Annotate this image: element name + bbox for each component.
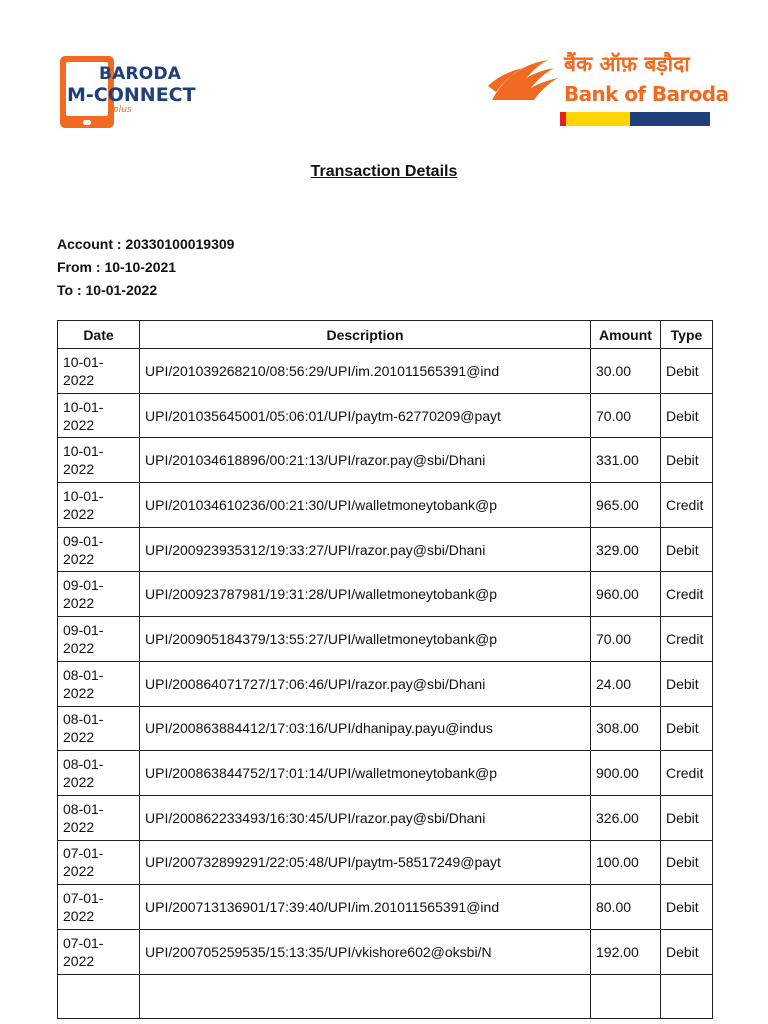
cell-type: Debit — [661, 706, 713, 751]
transaction-rows — [58, 349, 713, 1019]
bank-name-english: Bank of Baroda — [564, 82, 729, 106]
cell-amount: 100.00 — [591, 840, 661, 885]
cell-description: UPI/201035645001/05:06:01/UPI/paytm-62770209@payt — [140, 393, 591, 438]
table-row — [58, 661, 713, 706]
cell-date: 10-01-2022 — [58, 349, 140, 394]
cell-date: 07-01-2022 — [58, 885, 140, 930]
cell-amount: 192.00 — [591, 929, 661, 974]
table-row — [58, 974, 713, 1019]
cell-description — [140, 974, 591, 1019]
mconnect-logo-line3: plus — [113, 105, 132, 115]
cell-type: Debit — [661, 929, 713, 974]
cell-amount: 308.00 — [591, 706, 661, 751]
cell-type: Debit — [661, 885, 713, 930]
cell-date — [58, 974, 140, 1019]
cell-description: UPI/200905184379/13:55:27/UPI/walletmoneytobank@p — [140, 617, 591, 662]
page-title: Transaction Details — [310, 163, 458, 180]
table-row — [58, 527, 713, 572]
cell-date: 08-01-2022 — [58, 751, 140, 796]
table-row — [58, 438, 713, 483]
cell-date: 10-01-2022 — [58, 483, 140, 528]
cell-type: Credit — [661, 751, 713, 796]
mconnect-logo — [60, 56, 196, 128]
cell-description: UPI/200923787981/19:31:28/UPI/walletmoneytobank@p — [140, 572, 591, 617]
partner-logos-strip — [560, 112, 710, 126]
table-row — [58, 483, 713, 528]
cell-amount — [591, 974, 661, 1019]
cell-amount: 24.00 — [591, 661, 661, 706]
cell-date: 10-01-2022 — [58, 438, 140, 483]
cell-type: Debit — [661, 393, 713, 438]
transaction-table — [57, 320, 713, 1019]
table-row — [58, 840, 713, 885]
mconnect-logo-line1: BARODA — [99, 64, 182, 84]
bank-of-baroda-logo-icon — [488, 56, 560, 104]
cell-amount: 965.00 — [591, 483, 661, 528]
cell-date: 07-01-2022 — [58, 840, 140, 885]
cell-type — [661, 974, 713, 1019]
header-date: Date — [58, 321, 140, 349]
cell-description: UPI/201039268210/08:56:29/UPI/im.201011565391@ind — [140, 349, 591, 394]
cell-amount: 80.00 — [591, 885, 661, 930]
cell-description: UPI/200732899291/22:05:48/UPI/paytm-58517249@payt — [140, 840, 591, 885]
header-type: Type — [661, 321, 713, 349]
cell-type: Debit — [661, 527, 713, 572]
cell-date: 09-01-2022 — [58, 527, 140, 572]
cell-description: UPI/200863844752/17:01:14/UPI/walletmoneytobank@p — [140, 751, 591, 796]
cell-description: UPI/200863884412/17:03:16/UPI/dhanipay.payu@indus — [140, 706, 591, 751]
cell-type: Debit — [661, 349, 713, 394]
cell-type: Debit — [661, 661, 713, 706]
cell-description: UPI/200862233493/16:30:45/UPI/razor.pay@sbi/Dhani — [140, 795, 591, 840]
table-row — [58, 706, 713, 751]
cell-date: 10-01-2022 — [58, 393, 140, 438]
cell-type: Credit — [661, 617, 713, 662]
table-row — [58, 885, 713, 930]
cell-date: 09-01-2022 — [58, 572, 140, 617]
from-date-line: From : 10-10-2021 — [57, 259, 177, 275]
table-row — [58, 393, 713, 438]
table-row — [58, 795, 713, 840]
cell-date: 09-01-2022 — [58, 617, 140, 662]
cell-date: 08-01-2022 — [58, 706, 140, 751]
cell-amount: 70.00 — [591, 617, 661, 662]
table-row — [58, 929, 713, 974]
table-header-row — [58, 321, 713, 349]
cell-amount: 960.00 — [591, 572, 661, 617]
cell-type: Credit — [661, 483, 713, 528]
cell-date: 08-01-2022 — [58, 795, 140, 840]
table-row — [58, 572, 713, 617]
cell-date: 07-01-2022 — [58, 929, 140, 974]
header-amount: Amount — [591, 321, 661, 349]
cell-type: Credit — [661, 572, 713, 617]
bank-of-baroda-logo — [488, 52, 729, 128]
cell-amount: 326.00 — [591, 795, 661, 840]
header-description: Description — [140, 321, 591, 349]
cell-description: UPI/201034618896/00:21:13/UPI/razor.pay@sbi/Dhani — [140, 438, 591, 483]
cell-type: Debit — [661, 438, 713, 483]
cell-amount: 329.00 — [591, 527, 661, 572]
cell-description: UPI/200713136901/17:39:40/UPI/im.201011565391@ind — [140, 885, 591, 930]
cell-description: UPI/200705259535/15:13:35/UPI/vkishore602@oksbi/N — [140, 929, 591, 974]
table-row — [58, 617, 713, 662]
cell-amount: 70.00 — [591, 393, 661, 438]
cell-type: Debit — [661, 795, 713, 840]
cell-description: UPI/201034610236/00:21:30/UPI/walletmoneytobank@p — [140, 483, 591, 528]
bank-name-hindi: बैंक ऑफ़ बड़ौदा — [564, 52, 690, 76]
table-row — [58, 751, 713, 796]
cell-amount: 331.00 — [591, 438, 661, 483]
cell-amount: 900.00 — [591, 751, 661, 796]
to-date-line: To : 10-01-2022 — [57, 282, 158, 298]
cell-amount: 30.00 — [591, 349, 661, 394]
cell-description: UPI/200923935312/19:33:27/UPI/razor.pay@sbi/Dhani — [140, 527, 591, 572]
cell-date: 08-01-2022 — [58, 661, 140, 706]
mconnect-logo-line2: M-CONNECT — [67, 84, 196, 106]
cell-type: Debit — [661, 840, 713, 885]
cell-description: UPI/200864071727/17:06:46/UPI/razor.pay@sbi/Dhani — [140, 661, 591, 706]
account-line: Account : 20330100019309 — [57, 236, 235, 252]
table-row — [58, 349, 713, 394]
